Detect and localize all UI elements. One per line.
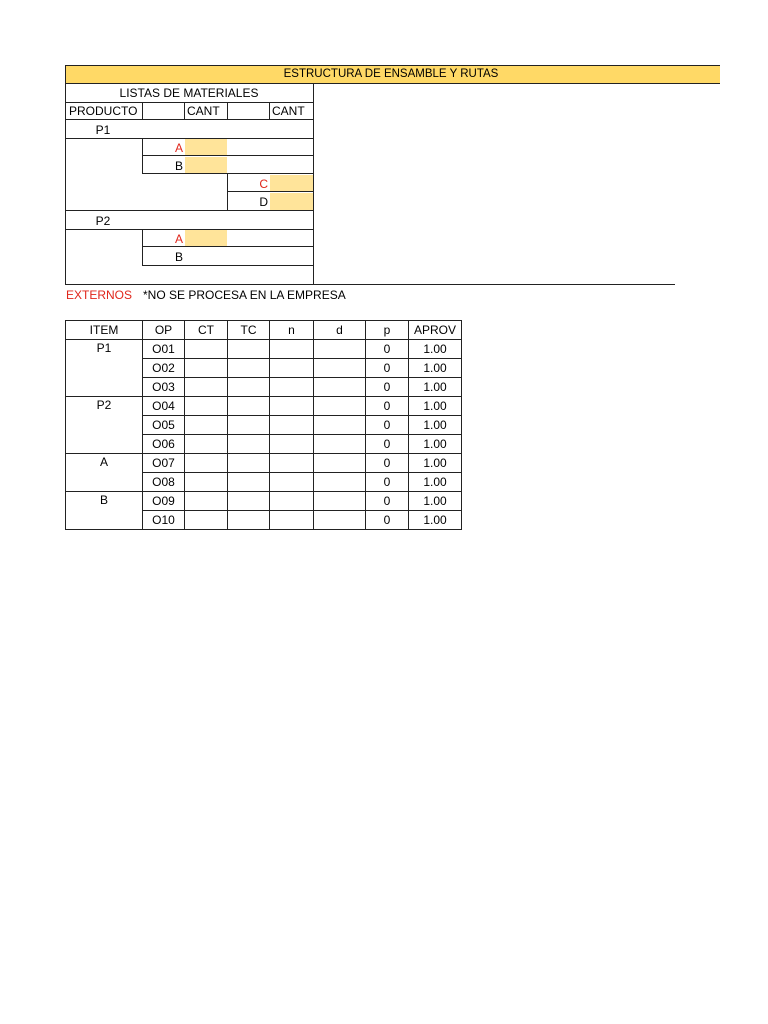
d-cell — [314, 435, 366, 454]
d-cell — [314, 454, 366, 473]
tc-cell — [228, 492, 270, 511]
p-cell: 0 — [366, 397, 409, 416]
aprov-cell: 1.00 — [409, 416, 462, 435]
bom-row-p2-a — [142, 229, 313, 247]
p-cell: 0 — [366, 473, 409, 492]
component-p2-a: A — [174, 232, 183, 246]
p-cell: 0 — [366, 340, 409, 359]
aprov-cell: 1.00 — [409, 511, 462, 530]
tc-cell — [228, 416, 270, 435]
item-cell: A — [66, 454, 143, 492]
tc-cell — [228, 340, 270, 359]
p-cell: 0 — [366, 492, 409, 511]
header-aprov: APROV — [409, 321, 462, 340]
op-cell: O03 — [143, 378, 185, 397]
routing-header-row — [66, 321, 462, 340]
cant-cell-p1-d — [270, 193, 313, 210]
d-cell — [314, 511, 366, 530]
bom-header-divider — [142, 102, 143, 120]
p-cell: 0 — [366, 435, 409, 454]
op-cell: O09 — [143, 492, 185, 511]
n-cell — [270, 416, 314, 435]
ct-cell — [185, 511, 228, 530]
p-cell: 0 — [366, 416, 409, 435]
op-cell: O07 — [143, 454, 185, 473]
bom-header-divider — [184, 102, 185, 120]
bom-row-p1-a — [142, 138, 313, 156]
tc-cell — [228, 397, 270, 416]
op-cell: O04 — [143, 397, 185, 416]
bom-bottom-border — [65, 284, 675, 285]
table-row — [66, 492, 462, 511]
aprov-cell: 1.00 — [409, 492, 462, 511]
d-cell — [314, 473, 366, 492]
ct-cell — [185, 416, 228, 435]
item-cell: P1 — [66, 340, 143, 397]
header-tc: TC — [228, 321, 270, 340]
externos-note: *NO SE PROCESA EN LA EMPRESA — [143, 288, 346, 302]
n-cell — [270, 435, 314, 454]
aprov-cell: 1.00 — [409, 454, 462, 473]
n-cell — [270, 473, 314, 492]
header-item: ITEM — [66, 321, 143, 340]
aprov-cell: 1.00 — [409, 435, 462, 454]
ct-cell — [185, 473, 228, 492]
header-op: OP — [143, 321, 185, 340]
tc-cell — [228, 511, 270, 530]
p-cell: 0 — [366, 378, 409, 397]
n-cell — [270, 511, 314, 530]
p-cell: 0 — [366, 359, 409, 378]
ct-cell — [185, 435, 228, 454]
bom-right-border — [313, 84, 314, 284]
table-row — [66, 397, 462, 416]
table-row — [66, 454, 462, 473]
header-cant-2: CANT — [272, 104, 305, 118]
d-cell — [314, 359, 366, 378]
component-p1-b: B — [174, 159, 183, 173]
tc-cell — [228, 435, 270, 454]
header-p: p — [366, 321, 409, 340]
op-cell: O01 — [143, 340, 185, 359]
d-cell — [314, 340, 366, 359]
p-cell: 0 — [366, 511, 409, 530]
bom-subtitle: LISTAS DE MATERIALES — [119, 86, 259, 100]
n-cell — [270, 378, 314, 397]
aprov-cell: 1.00 — [409, 378, 462, 397]
item-cell: P2 — [66, 397, 143, 454]
table-row — [66, 340, 462, 359]
tc-cell — [228, 378, 270, 397]
op-cell: O06 — [143, 435, 185, 454]
component-p1-c: C — [259, 177, 268, 191]
n-cell — [270, 454, 314, 473]
tc-cell — [228, 473, 270, 492]
bom-row-p1-b — [142, 156, 313, 174]
cant-cell-p1-c — [270, 175, 313, 191]
header-cant-1: CANT — [187, 104, 220, 118]
aprov-cell: 1.00 — [409, 397, 462, 416]
bom-header-divider — [269, 102, 270, 120]
op-cell: O08 — [143, 473, 185, 492]
bom-product-p2: P2 — [95, 214, 111, 228]
component-p1-d: D — [259, 195, 268, 209]
header-d: d — [314, 321, 366, 340]
header-n: n — [270, 321, 314, 340]
bom-product-p1: P1 — [95, 123, 111, 137]
n-cell — [270, 397, 314, 416]
cant-cell-p1-b — [185, 157, 227, 173]
n-cell — [270, 340, 314, 359]
ct-cell — [185, 359, 228, 378]
d-cell — [314, 397, 366, 416]
externos-label: EXTERNOS — [66, 288, 133, 302]
cant-cell-p2-a — [185, 230, 227, 246]
tc-cell — [228, 454, 270, 473]
ct-cell — [185, 397, 228, 416]
component-p2-b: B — [174, 250, 183, 264]
bom-row-p2-b — [142, 247, 313, 266]
bom-header-divider — [227, 102, 228, 120]
d-cell — [314, 492, 366, 511]
aprov-cell: 1.00 — [409, 473, 462, 492]
p-cell: 0 — [366, 454, 409, 473]
bom-p2-top — [65, 210, 313, 211]
item-cell: B — [66, 492, 143, 530]
n-cell — [270, 492, 314, 511]
tc-cell — [228, 359, 270, 378]
ct-cell — [185, 492, 228, 511]
op-cell: O02 — [143, 359, 185, 378]
d-cell — [314, 416, 366, 435]
aprov-cell: 1.00 — [409, 340, 462, 359]
routing-table — [65, 320, 462, 530]
aprov-cell: 1.00 — [409, 359, 462, 378]
ct-cell — [185, 340, 228, 359]
header-producto: PRODUCTO — [69, 104, 138, 118]
ct-cell — [185, 378, 228, 397]
n-cell — [270, 359, 314, 378]
op-cell: O05 — [143, 416, 185, 435]
sheet-title: ESTRUCTURA DE ENSAMBLE Y RUTAS — [283, 68, 499, 80]
op-cell: O10 — [143, 511, 185, 530]
d-cell — [314, 378, 366, 397]
component-p1-a: A — [174, 141, 183, 155]
cant-cell-p1-a — [185, 139, 227, 155]
ct-cell — [185, 454, 228, 473]
header-ct: CT — [185, 321, 228, 340]
